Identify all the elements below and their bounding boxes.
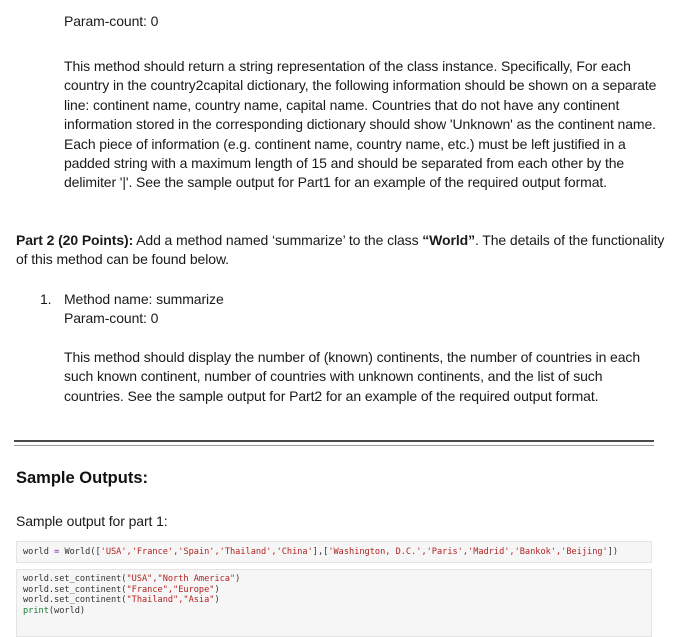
part2-heading-paragraph bbox=[16, 231, 666, 270]
code-line bbox=[23, 606, 645, 617]
param-count-part1: Param-count: 0 bbox=[64, 13, 159, 29]
method-name-part2: Method name: summarize bbox=[64, 291, 224, 307]
part2-text-before: Add a method named ‘summarize’ to the class bbox=[133, 232, 423, 248]
method-description-part1: This method should return a string representation of the class instance. Specifically, For each country in the country2capital dictionary, the following information should be shown on a separate line: continent name, country name, capital name. Countries that do not have any continent information stored in the corresponding dictionary should show 'Unknown' as the continent name. Each piece of information (e.g. continent name, country name, etc.) must be left justified in a padded string with a maximum length of 15 and should be separated from each other by the delimiter '|'. See the sample output for Part1 for an example of the required output format. bbox=[64, 58, 657, 191]
list-item-number: 1. bbox=[40, 291, 52, 307]
code-call: world.set_continent( bbox=[23, 584, 127, 595]
code-line bbox=[23, 574, 645, 585]
code-countries: 'USA','France','Spain','Thailand','China' bbox=[100, 547, 313, 557]
code-cell-world-init[interactable] bbox=[16, 541, 652, 563]
code-paren: ) bbox=[214, 584, 220, 595]
code-line bbox=[23, 595, 645, 606]
param-count-part2: Param-count: 0 bbox=[64, 310, 159, 326]
sample-part1-label: Sample output for part 1: bbox=[16, 513, 168, 529]
code-capitals: 'Washington, D.C.','Paris','Madrid','Bankok','Beijing' bbox=[328, 547, 608, 557]
code-args: "France","Europe" bbox=[126, 584, 215, 595]
section-divider bbox=[14, 440, 654, 446]
part2-class-name: “World” bbox=[422, 232, 475, 248]
code-call: world.set_continent( bbox=[23, 574, 127, 584]
code-paren: ) bbox=[235, 574, 241, 584]
code-args: "USA","North America" bbox=[126, 574, 236, 584]
code-end: ]) bbox=[607, 547, 619, 557]
code-print-arg: (world) bbox=[48, 605, 86, 616]
code-paren: ) bbox=[214, 595, 220, 606]
code-line bbox=[23, 585, 645, 596]
code-cell-set-continent[interactable] bbox=[16, 569, 652, 637]
code-ctor: World([ bbox=[64, 547, 101, 557]
part2-text-after: . The details of the functionality of this method can be found below. bbox=[16, 232, 665, 268]
code-args: "Thailand","Asia" bbox=[126, 595, 215, 606]
code-mid: ],[ bbox=[312, 547, 329, 557]
code-var: world bbox=[23, 547, 49, 557]
code-call: world.set_continent( bbox=[23, 595, 127, 606]
method-description-part2: This method should display the number of (known) continents, the number of countries in each such known continent, number of countries with unknown continents, and the list of such countries. See the sample output for Part2 for an example of the required output format. bbox=[64, 349, 641, 404]
part2-label: Part 2 (20 Points): bbox=[16, 232, 134, 248]
code-print-fn: print bbox=[23, 605, 49, 616]
code-operator: = bbox=[54, 547, 60, 557]
sample-outputs-heading: Sample Outputs: bbox=[16, 469, 149, 487]
